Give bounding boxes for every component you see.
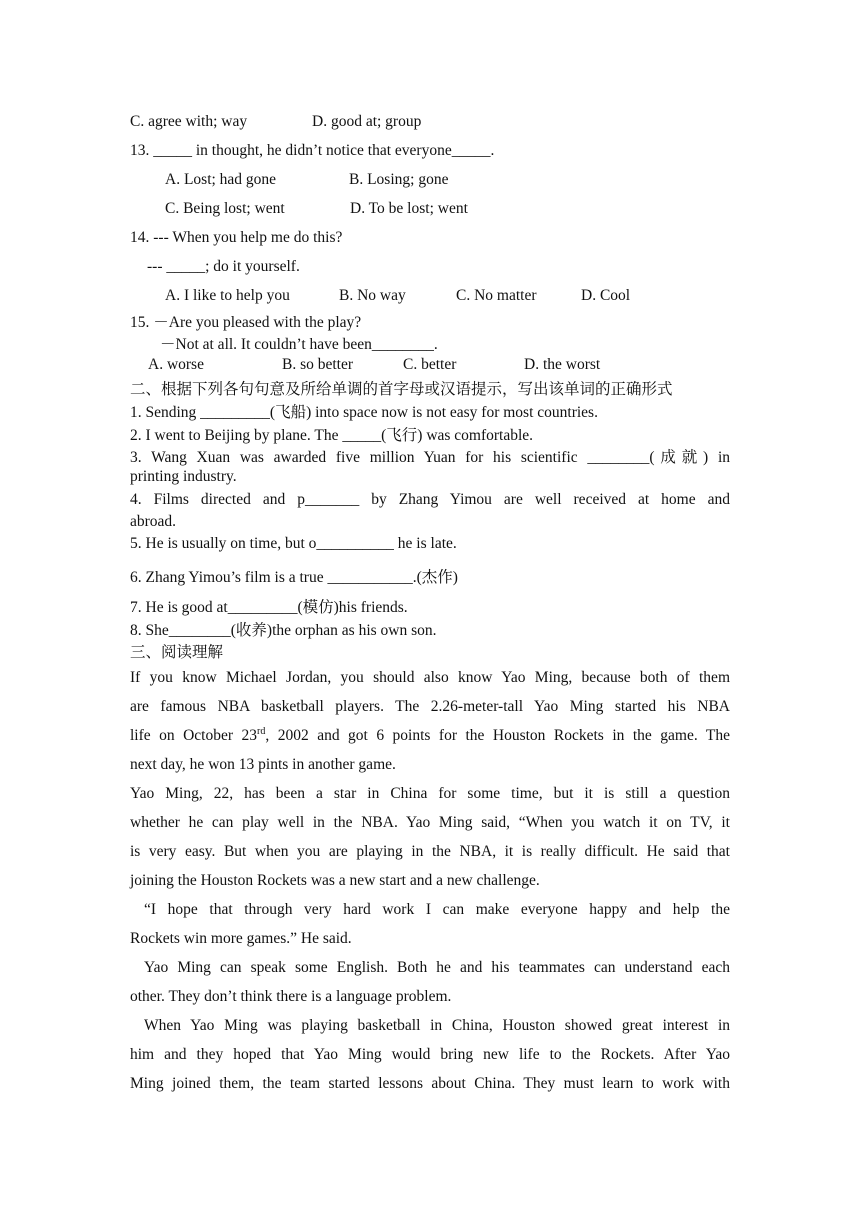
- q15-option-d: D. the worst: [524, 356, 601, 373]
- passage-p4-line-2: other. They don’t think there is a language problem.: [130, 988, 452, 1005]
- q13-option-d: D. To be lost; went: [350, 200, 468, 217]
- passage-p3-line-1: “I hope that through very hard work I can make everyone happy and help the: [144, 901, 730, 918]
- q13-option-c: C. Being lost; went: [165, 200, 285, 217]
- passage-p2-line-3: is very easy. But when you are playing in the NBA, it is really difficult. He said that: [130, 843, 730, 860]
- question-15-reply: －Not at all. It couldn’t have been________.: [160, 336, 438, 353]
- q15-option-a: A. worse: [148, 356, 204, 373]
- question-14-reply: --- _____; do it yourself.: [147, 258, 300, 275]
- question-14-stem: 14. --- When you help me do this?: [130, 229, 343, 246]
- section-2-item-3-line-2: printing industry.: [130, 468, 237, 485]
- section-2-item-7: 7. He is good at_________(模仿)his friends.: [130, 599, 408, 616]
- section-2-item-5: 5. He is usually on time, but o__________ he is late.: [130, 535, 457, 552]
- passage-p5-line-3: Ming joined them, the team started lessons about China. They must learn to work with: [130, 1075, 730, 1092]
- question-13-stem: 13. _____ in thought, he didn’t notice that everyone_____.: [130, 142, 495, 159]
- passage-p1-line-2: are famous NBA basketball players. The 2.26-meter-tall Yao Ming started his NBA: [130, 698, 730, 715]
- q15-option-c: C. better: [403, 356, 457, 373]
- q14-option-a: A. I like to help you: [165, 287, 290, 304]
- section-2-item-6: 6. Zhang Yimou’s film is a true ___________.(杰作): [130, 569, 458, 586]
- section-2-item-8: 8. She________(收养)the orphan as his own son.: [130, 622, 437, 639]
- section-2-item-2: 2. I went to Beijing by plane. The _____(飞行) was comfortable.: [130, 427, 534, 444]
- section-2-item-4-line-1: 4. Films directed and p_______ by Zhang Yimou are well received at home and: [130, 491, 730, 508]
- section-2-heading: 二、根据下列各句句意及所给单调的首字母或汉语提示，写出该单词的正确形式: [130, 381, 673, 398]
- question-15-stem: 15. －Are you pleased with the play?: [130, 314, 362, 331]
- passage-p2-line-2: whether he can play well in the NBA. Yao Ming said, “When you watch it on TV, it: [130, 814, 730, 831]
- q13-option-b: B. Losing; gone: [349, 171, 449, 188]
- q14-option-b: B. No way: [339, 287, 406, 304]
- passage-p1-line-4: next day, he won 13 pints in another game.: [130, 756, 396, 773]
- passage-p5-line-1: When Yao Ming was playing basketball in China, Houston showed great interest in: [144, 1017, 730, 1034]
- passage-p1-line-3: life on October 23rd, 2002 and got 6 points for the Houston Rockets in the game. The: [130, 726, 731, 744]
- passage-p3-line-2: Rockets win more games.” He said.: [130, 930, 352, 947]
- q15-option-b: B. so better: [282, 356, 354, 373]
- q12-option-c: C. agree with; way: [130, 113, 248, 130]
- section-2-item-1: 1. Sending _________(飞船) into space now is not easy for most countries.: [130, 404, 598, 421]
- section-2-item-3-line-1: 3. Wang Xuan was awarded five million Yuan for his scientific ________(成就) in: [130, 449, 730, 466]
- passage-p5-line-2: him and they hoped that Yao Ming would bring new life to the Rockets. After Yao: [130, 1046, 730, 1063]
- q12-option-d: D. good at; group: [312, 113, 422, 130]
- q13-option-a: A. Lost; had gone: [165, 171, 277, 188]
- section-3-heading: 三、阅读理解: [130, 644, 224, 661]
- passage-p2-line-4: joining the Houston Rockets was a new start and a new challenge.: [130, 872, 540, 889]
- passage-p1-line-1: If you know Michael Jordan, you should also know Yao Ming, because both of them: [130, 669, 730, 686]
- passage-p4-line-1: Yao Ming can speak some English. Both he and his teammates can understand each: [144, 959, 730, 976]
- passage-p2-line-1: Yao Ming, 22, has been a star in China for some time, but it is still a question: [130, 785, 730, 802]
- q14-option-c: C. No matter: [456, 287, 537, 304]
- q14-option-d: D. Cool: [581, 287, 631, 304]
- section-2-item-4-line-2: abroad.: [130, 513, 177, 530]
